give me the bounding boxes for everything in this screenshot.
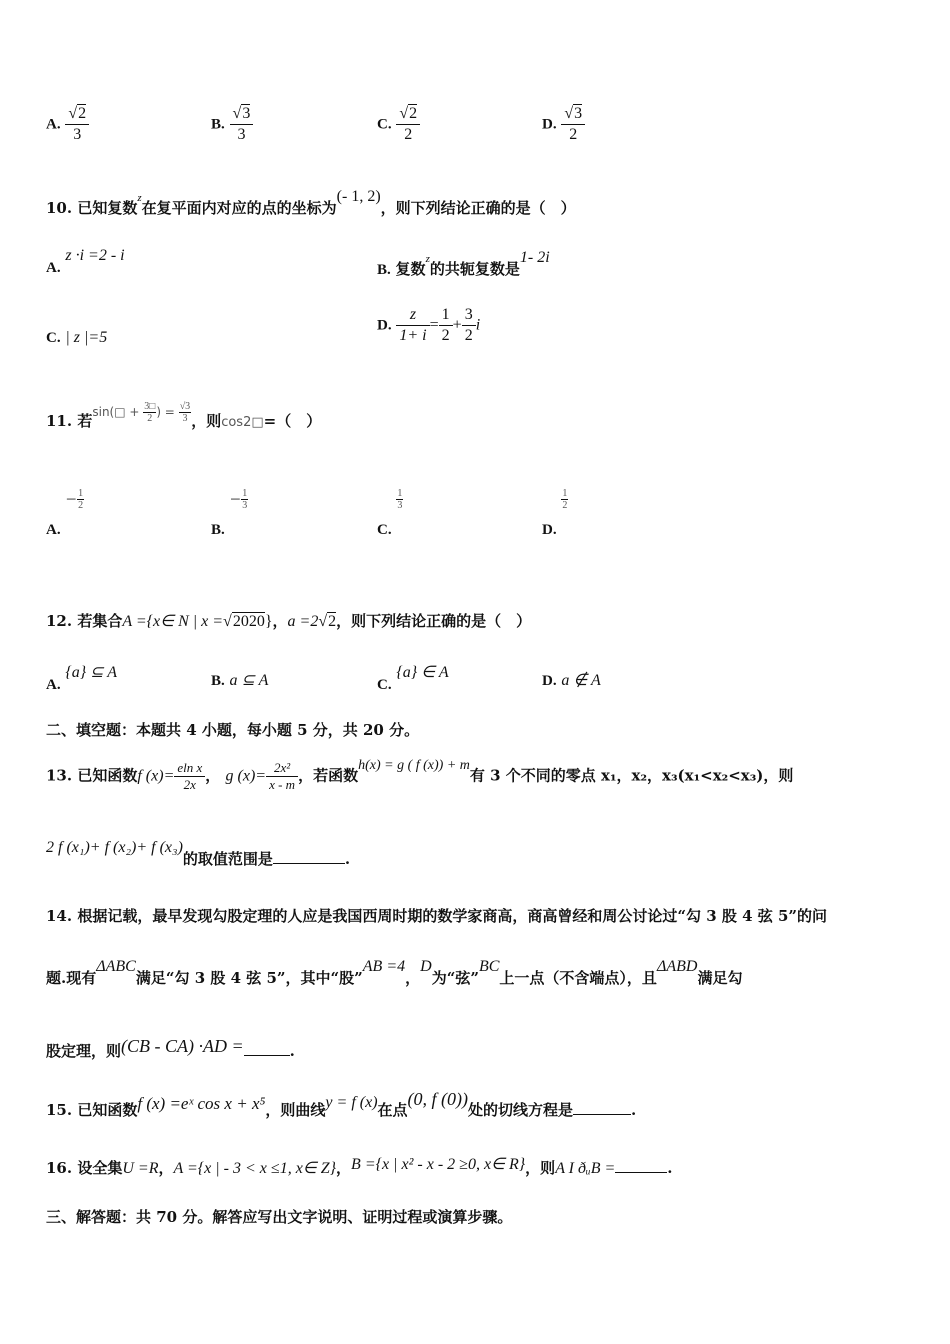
question-12-stem: 12. 若集合A ={x∈ N | x =√2020}，a =2√2，则下列结论正确的是（ ） xyxy=(46,612,532,630)
question-12-option-a: A. {a} ⊆ A xyxy=(46,664,118,693)
question-15-stem: 15. 已知函数f (x) =eˣ cos x + x⁵，则曲线y = f (x)在点(0, f (0))处的切线方程是 . xyxy=(46,1089,637,1119)
question-10-option-d: D. $\frac{z}{1+ i}$ = $\frac{1}{2}$ + $\frac{3}{2}$ i xyxy=(377,306,481,344)
question-14-line-3: 股定理，则(CB - CA) ·AD = . xyxy=(46,1036,295,1060)
fraction: $\frac{√3}{3}$ xyxy=(230,104,254,145)
fraction: $\frac{\text{eln x}}{2x}$ xyxy=(174,760,205,793)
fraction: $\frac{1}{2}$ xyxy=(439,305,453,346)
question-10-option-c: C. | z |=5 xyxy=(46,329,108,346)
question-12-option-b: B. a ⊆ A xyxy=(211,672,269,689)
question-13-stem: 13. 已知函数f (x)= $\frac{\text{eln x}}{2x}$ ， g (x)= $\frac{\text{2x²}}{x - m}$ ，若函数h(x) = g ( f (x)) + m有 3 个不同的零点 x₁，x₂，x₃(x₁<x₂<x₃)，则 xyxy=(46,757,794,792)
fraction: $\frac{√2}{3}$ xyxy=(65,104,89,145)
q9-option-d: D. $\frac{√3}{2}$ xyxy=(542,104,585,145)
answer-blank[interactable] xyxy=(573,1100,631,1115)
fraction: $\frac{√3}{2}$ xyxy=(561,104,585,145)
fraction: $\frac{√2}{2}$ xyxy=(396,104,420,145)
fraction: $\frac{3}{2}$ xyxy=(462,305,476,346)
question-16-stem: 16. 设全集U =R，A ={x | - 3 < x ≤1, x∈ Z}，B ={x | x² - x - 2 ≥0, x∈ R}，则A I ðᵤB = . xyxy=(46,1156,673,1177)
fraction: $\frac{1}{3}$ xyxy=(242,488,248,511)
question-11-option-a: A. − $\frac{1}{2}$ xyxy=(46,488,84,538)
fraction: $\frac{z}{1+ i}$ xyxy=(396,305,429,346)
question-10-option-a: A. z ·i =2 - i xyxy=(46,247,125,276)
question-10-option-b: B. 复数z的共轭复数是1- 2i xyxy=(377,249,550,278)
question-11-option-b: B. − $\frac{1}{3}$ xyxy=(211,488,248,538)
question-12-option-c: C. {a} ∈ A xyxy=(377,664,449,693)
question-10-stem: 10. 已知复数$^z$在复平面内对应的点的坐标为(- 1, 2)，则下列结论正确的是（ ） xyxy=(46,188,576,217)
question-12-option-d: D. a ∉ A xyxy=(542,672,601,689)
q9-option-a: A. $\frac{√2}{3}$ xyxy=(46,104,89,145)
section-2-heading: 二、填空题：本题共 4 小题，每小题 5 分，共 20 分。 xyxy=(46,721,420,739)
question-11-stem: 11. 若$^{sin(□ + \frac{3□}{2} ) = \frac{√3}{3}}$ ，则cos2□=（ ） xyxy=(46,401,322,430)
fraction: $\frac{1}{3}$ xyxy=(397,488,403,511)
q9-option-b: B. $\frac{√3}{3}$ xyxy=(211,104,253,145)
fraction: $\frac{√3}{3}$ xyxy=(179,401,191,424)
answer-blank[interactable] xyxy=(244,1041,290,1056)
question-13-continued: 2 f (x₁)+ f (x₂)+ f (x₃)的取值范围是 . xyxy=(46,839,351,868)
question-14-stem: 14. 根据记载，最早发现勾股定理的人应是我国西周时期的数学家商高，商高曾经和周公讨论过“勾 3 股 4 弦 5”的问 xyxy=(46,907,828,925)
question-11-option-c: C. $\frac{1}{3}$ xyxy=(377,488,403,538)
fraction: $\frac{1}{2}$ xyxy=(562,488,568,511)
q9-option-c: C. $\frac{√2}{2}$ xyxy=(377,104,420,145)
question-14-line-2: 题.现有ΔABC满足“勾 3 股 4 弦 5”，其中“股”AB =4，D为“弦”BC上一点（不含端点），且ΔABD满足勾 xyxy=(46,958,743,987)
fraction: $\frac{1}{2}$ xyxy=(78,488,84,511)
answer-blank[interactable] xyxy=(273,849,345,864)
fraction: $\frac{3□}{2}$ xyxy=(144,401,156,424)
fraction: $\frac{\text{2x²}}{x - m}$ xyxy=(266,760,298,793)
section-3-heading: 三、解答题：共 70 分。解答应写出文字说明、证明过程或演算步骤。 xyxy=(46,1208,513,1226)
answer-blank[interactable] xyxy=(615,1158,667,1173)
question-11-option-d: D. $\frac{1}{2}$ xyxy=(542,488,568,538)
